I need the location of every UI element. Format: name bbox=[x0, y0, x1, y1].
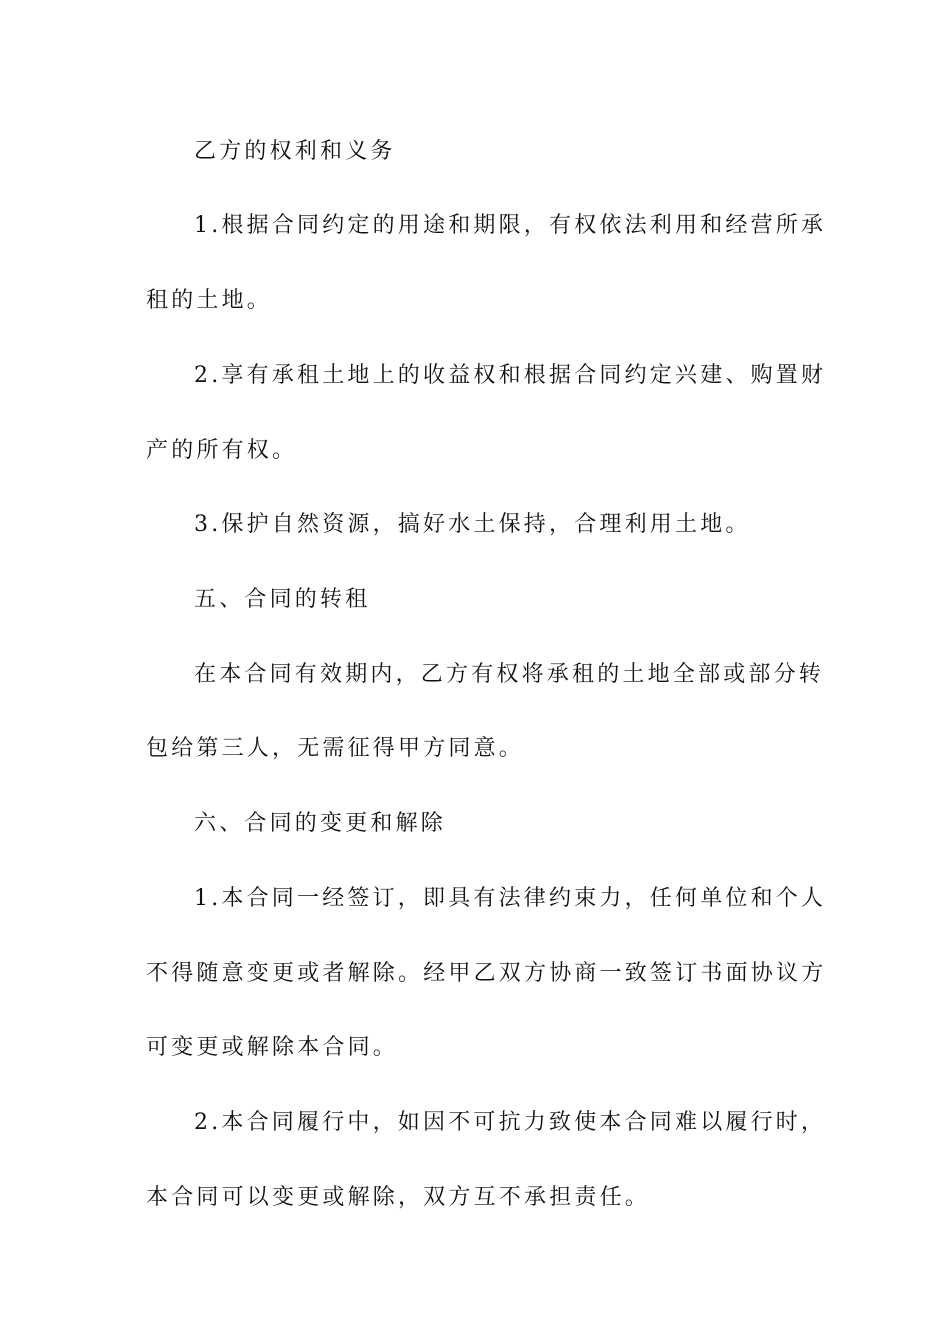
section-heading-change-termination: 六、合同的变更和解除 bbox=[194, 811, 447, 836]
section-heading-sublease: 五、合同的转租 bbox=[194, 587, 371, 612]
paragraph-line: 2.享有承租土地上的收益权和根据合同约定兴建、购置财 bbox=[194, 363, 827, 388]
paragraph-line: 1.根据合同约定的用途和期限，有权依法利用和经营所承 bbox=[194, 213, 827, 238]
paragraph-line: 租的土地。 bbox=[146, 288, 273, 313]
paragraph-line: 不得随意变更或者解除。经甲乙双方协商一致签订书面协议方 bbox=[146, 961, 827, 986]
paragraph-line: 在本合同有效期内，乙方有权将承租的土地全部或部分转 bbox=[194, 662, 825, 687]
paragraph-line: 可变更或解除本合同。 bbox=[146, 1035, 399, 1060]
paragraph-line: 2.本合同履行中，如因不可抗力致使本合同难以履行时， bbox=[194, 1110, 827, 1135]
paragraph-line: 1.本合同一经签订，即具有法律约束力，任何单位和个人 bbox=[194, 886, 827, 911]
paragraph-line: 产的所有权。 bbox=[146, 438, 298, 463]
paragraph-line: 3.保护自然资源，搞好水土保持，合理利用土地。 bbox=[194, 512, 751, 537]
section-heading-party-b-rights: 乙方的权利和义务 bbox=[194, 139, 396, 164]
paragraph-line: 本合同可以变更或解除，双方互不承担责任。 bbox=[146, 1185, 651, 1210]
paragraph-line: 包给第三人，无需征得甲方同意。 bbox=[146, 736, 525, 761]
